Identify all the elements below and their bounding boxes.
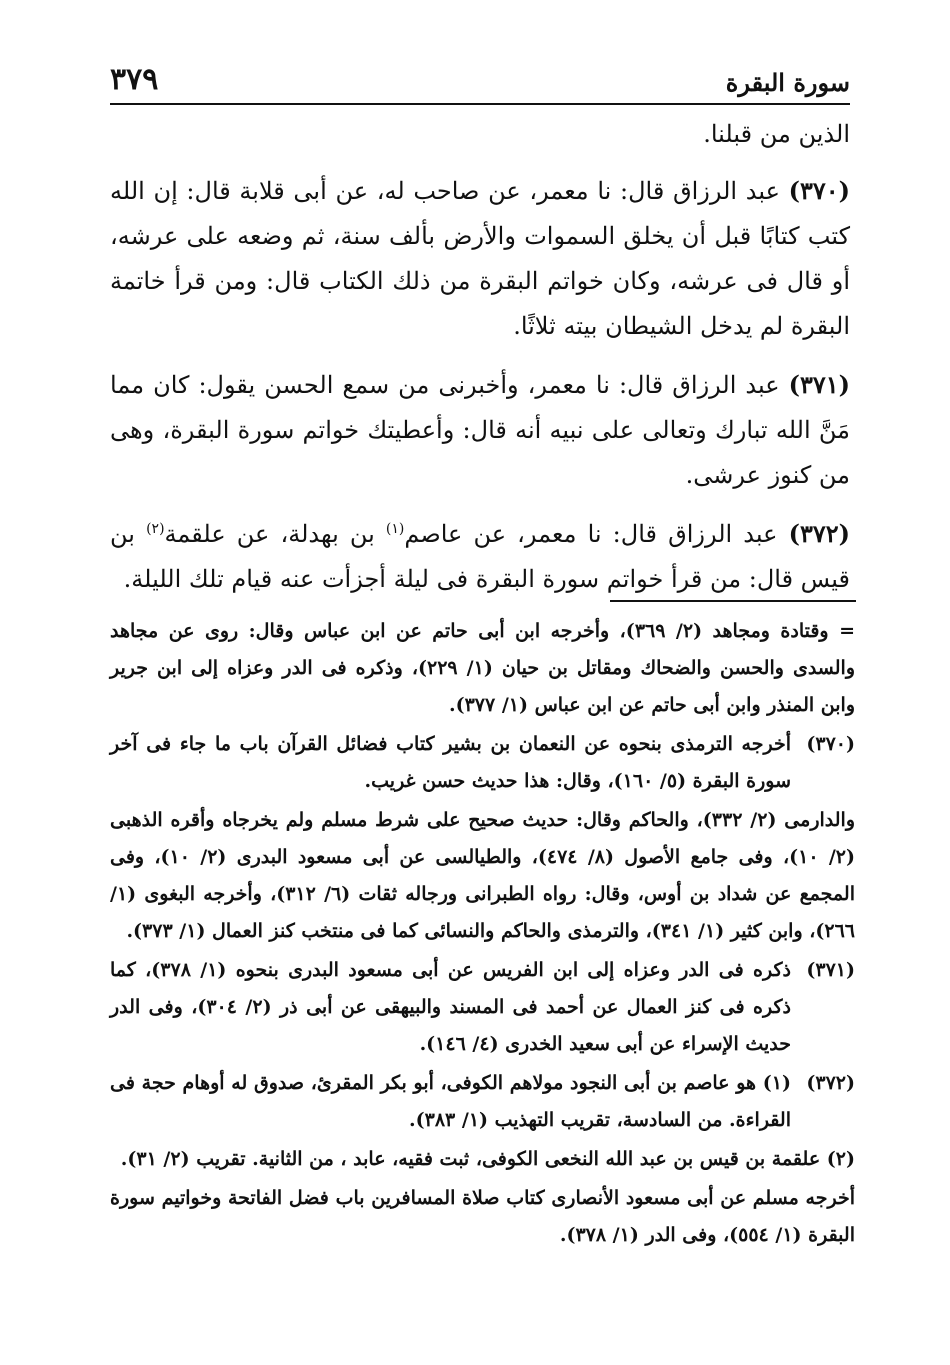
hadith-text: عبد الرزاق قال: نا معمر، وأخبرنى من سمع الحسن يقول: كان مما مَنَّ الله تبارك وتعالى على نبيه أنه قال: وأعطيتك خواتم سورة البقرة، وهى من كنوز عرشى. — [110, 371, 850, 489]
hadith-text-part: بن بهدلة، عن علقمة — [164, 520, 375, 548]
hadith-text: عبد الرزاق قال: نا معمر، عن صاحب له، عن أبى قلابة قال: إن الله كتب كتابًا قبل أن يخلق السموات والأرض بألف سنة، ثم وضعه على عرشه، أو قال فى عرشه، وكان خواتم البقرة من ذلك الكتاب قال: ومن قرأ خاتمة البقرة لم يدخل الشيطان بيته ثلاثًا. — [110, 177, 850, 340]
hadith-number: (٣٧٢) — [788, 519, 850, 548]
footnote-372-sub-2: (٢) علقمة بن قيس بن عبد الله النخعى الكوفى، ثبت فقيه، عابد ، من الثانية. تقريب (٢/ ٣١). — [120, 1148, 855, 1170]
footnote-number: (٣٧٠) — [806, 733, 855, 755]
footnote-371 — [110, 952, 855, 1063]
footnote-marker: (٢) — [146, 521, 165, 537]
hadith-number: (٣٧١) — [788, 370, 850, 399]
footnote-370-more: والدارمى (٢/ ٣٣٢)، والحاكم وقال: حديث صحيح على شرط مسلم ولم يخرجاه وأقره الذهبى (٢/ ١٠)، وفى جامع الأصول (٨/ ٤٧٤)، والطيالسى عن أبى مسعود البدرى (٢/ ١٠)، وفى المجمع عن شداد بن أوس، وقال: رواه الطبرانى ورجاله ثقات (٦/ ٣١٢)، وأخرجه البغوى (١/ ٢٦٦)، وابن كثير (١/ ٣٤١)، والترمذى والحاكم والنسائى كما فى منتخب كنز العمال (١/ ٣٧٣). — [110, 809, 855, 942]
footnote-divider — [610, 600, 856, 602]
hadith-372 — [110, 511, 850, 602]
main-text — [110, 112, 850, 615]
footnote-text: ذكره فى الدر وعزاه إلى ابن الفريس عن أبى مسعود البدرى بنحوه (١/ ٣٧٨)، كما ذكره فى كنز العمال عن أحمد فى المسند والبيهقى عن أبى ذر (٢/ ٣٠٤)، وفى الدر حديث الإسراء عن أبى سعيد الخدرى (٤/ ١٤٦). — [110, 959, 791, 1055]
footnote-372 — [110, 1065, 855, 1139]
hadith-number: (٣٧٠) — [788, 176, 850, 205]
hadith-371 — [110, 362, 850, 498]
footnote-continuation: = وقتادة ومجاهد (٢/ ٣٦٩)، وأخرجه ابن أبى حاتم عن ابن عباس وقال: روى عن مجاهد والسدى والحسن والضحاك ومقاتل بن حيان (١/ ٢٢٩)، وذكره فى الدر وعزاه إلى ابن جرير وابن المنذر وابن أبى حاتم عن ابن عباس (١/ ٣٧٧). — [110, 620, 856, 716]
running-head — [110, 60, 850, 100]
footnote-372-more: أخرجه مسلم عن أبى مسعود الأنصارى كتاب صلاة المسافرين باب فضل الفاتحة وخواتيم سورة البقرة (١/ ٥٥٤)، وفى الدر (١/ ٣٧٨). — [110, 1187, 855, 1246]
footnote-text: (١) هو عاصم بن أبى النجود مولاهم الكوفى، أبو بكر المقرئ، صدوق له أوهام حجة فى القراءة. من السادسة، تقريب التهذيب (١/ ٣٨٣). — [110, 1072, 791, 1131]
hadith-text-part: بن قيس قال: من قرأ خواتم سورة البقرة فى ليلة أجزأت عنه قيام تلك الليلة. — [110, 520, 850, 593]
footnote-marker: (١) — [385, 521, 405, 537]
footnote-370 — [110, 726, 855, 800]
paragraph-continuation: الذين من قبلنا. — [703, 120, 850, 148]
footnote-number: (٣٧٢) — [806, 1072, 855, 1094]
page-number: ٣٧٩ — [110, 62, 159, 97]
hadith-text-part: عبد الرزاق قال: نا معمر، عن عاصم — [404, 520, 778, 548]
header-divider — [110, 103, 850, 105]
footnote-number: (٣٧١) — [806, 959, 855, 981]
footnotes — [110, 613, 855, 1256]
hadith-370 — [110, 168, 850, 349]
running-head-title: سورة البقرة — [725, 68, 850, 97]
footnote-text: أخرجه الترمذى بنحوه عن النعمان بن بشير كتاب فضائل القرآن باب ما جاء فى آخر سورة البقرة (٥/ ١٦٠)، وقال: هذا حديث حسن غريب. — [110, 733, 791, 792]
